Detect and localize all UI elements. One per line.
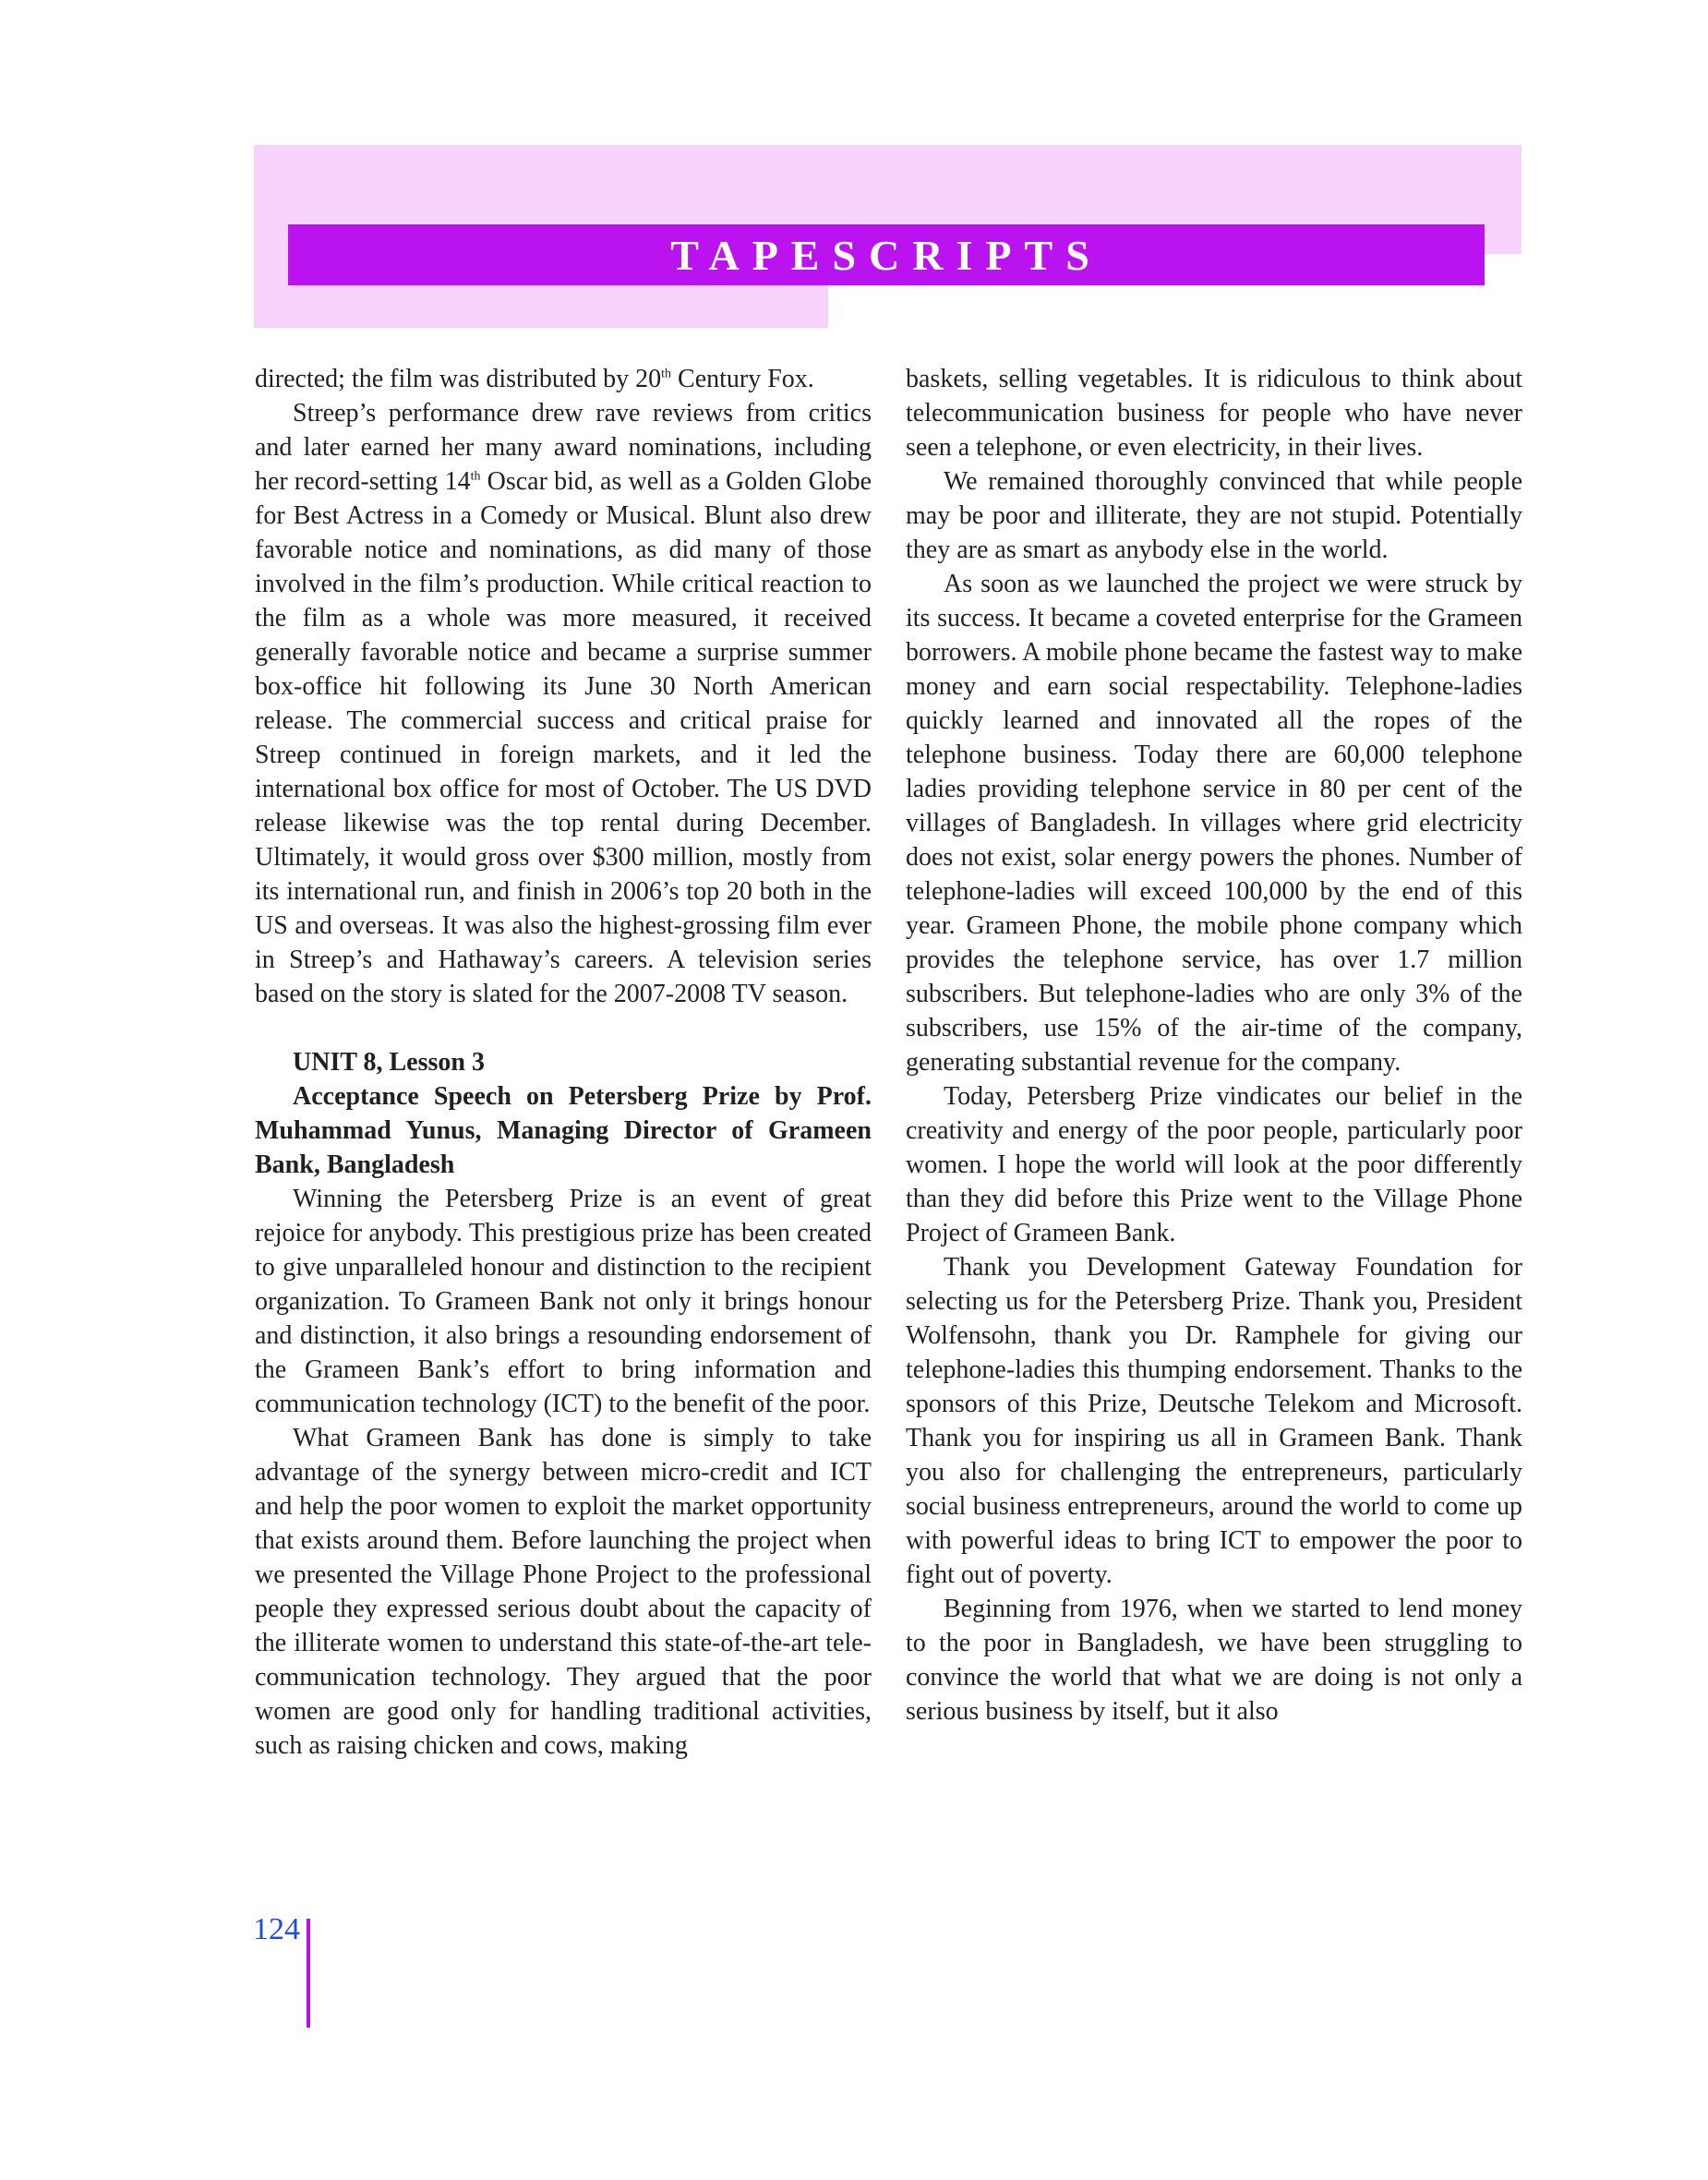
paragraph: Beginning from 1976, when we started to lend money to the poor in Bangladesh, we have been struggling to convince the world that what we are doing is not only a serious business by itself, but it also <box>906 1595 1522 1726</box>
page-title: TAPESCRIPTS <box>670 231 1102 279</box>
speech-title: Acceptance Speech on Petersberg Prize by Prof. Muhammad Yunus, Managing Director of Grameen Bank, Bangladesh <box>255 1082 872 1179</box>
header-title-bar <box>288 224 1485 285</box>
paragraph: As soon as we launched the project we were struck by its success. It became a coveted enterprise for the Grameen borrowers. A mobile phone became the fastest way to make money and earn social respectability. Telephone-ladies quickly learned and innovated all the ropes of the telephone business. Today there are 60,000 telephone ladies providing telephone service in 80 per cent of the villages of Bangladesh. In villages where grid electricity does not exist, solar energy powers the phones. Number of telephone-ladies will exceed 100,000 by the end of this year. Grameen Phone, the mobile phone company which provides the telephone service, has over 1.7 million subscribers. But telephone-ladies who are only 3% of the subscribers, use 15% of the air-time of the company, generating substantial revenue for the company. <box>906 570 1522 1077</box>
paragraph: We remained thoroughly convinced that while people may be poor and illiterate, they are not stupid. Potentially they are as smart as anybody else in the world. <box>906 467 1522 564</box>
right-column <box>906 362 1522 1728</box>
paragraph: Today, Petersberg Prize vindicates our belief in the creativity and energy of the poor people, particularly poor women. I hope the world will look at the poor differently than they did before this Prize went to the Village Phone Project of Grameen Bank. <box>906 1082 1522 1247</box>
paragraph: baskets, selling vegetables. It is ridiculous to think about telecommunication business for people who have never seen a telephone, or even electricity, in their lives. <box>906 365 1522 462</box>
page-number: 124 <box>253 1912 300 1946</box>
page-number-rule <box>307 1919 310 2028</box>
unit-heading: UNIT 8, Lesson 3 <box>293 1048 485 1077</box>
paragraph: What Grameen Bank has done is simply to take advantage of the synergy between micro-credit and ICT and help the poor women to exploit the market opportunity that exists around them. Before launching the project when we presented the Village Phone Project to the professional people they expressed serious doubt about the capacity of the illiterate women to understand this state-of-the-art tele-communication technology. They argued that the poor women are good only for handling traditional activities, such as raising chicken and cows, making <box>255 1424 872 1760</box>
paragraph: Winning the Petersberg Prize is an event of great rejoice for anybody. This prestigious prize has been created to give unparalleled honour and distinction to the recipient organization. To Grameen Bank not only it brings honour and distinction, it also brings a resounding endorsement of the Grameen Bank’s effort to bring information and communication technology (ICT) to the benefit of the poor. <box>255 1185 872 1418</box>
paragraph: Thank you Development Gateway Foundation for selecting us for the Petersberg Prize. Thank you, President Wolfensohn, thank you Dr. Ramphele for giving our telephone-ladies this thumping endorsement. Thanks to the sponsors of this Prize, Deutsche Telekom and Microsoft. Thank you for inspiring us all in Grameen Bank. Thank you also for challenging the entrepreneurs, particularly social business entrepreneurs, around the world to come up with powerful ideas to bring ICT to empower the poor to fight out of poverty. <box>906 1253 1522 1589</box>
paragraph: Streep’s performance drew rave reviews from critics and later earned her many award nominations, including her record-setting 14th Oscar bid, as well as a Golden Globe for Best Actress in a Comedy or Musical. Blunt also drew favorable notice and nominations, as did many of those involved in the film’s production. While critical reaction to the film as a whole was more measured, it received generally favorable notice and became a surprise summer box-office hit following its June 30 North American release. The commercial success and critical praise for Streep continued in foreign markets, and it led the international box office for most of October. The US DVD release likewise was the top rental during December. Ultimately, it would gross over $300 million, mostly from its international run, and finish in 2006’s top 20 both in the US and overseas. It was also the highest-grossing film ever in Streep’s and Hathaway’s careers. A television series based on the story is slated for the 2007-2008 TV season. <box>255 399 872 1008</box>
left-column <box>255 362 872 1763</box>
paragraph: directed; the film was distributed by 20th Century Fox. <box>255 365 814 393</box>
